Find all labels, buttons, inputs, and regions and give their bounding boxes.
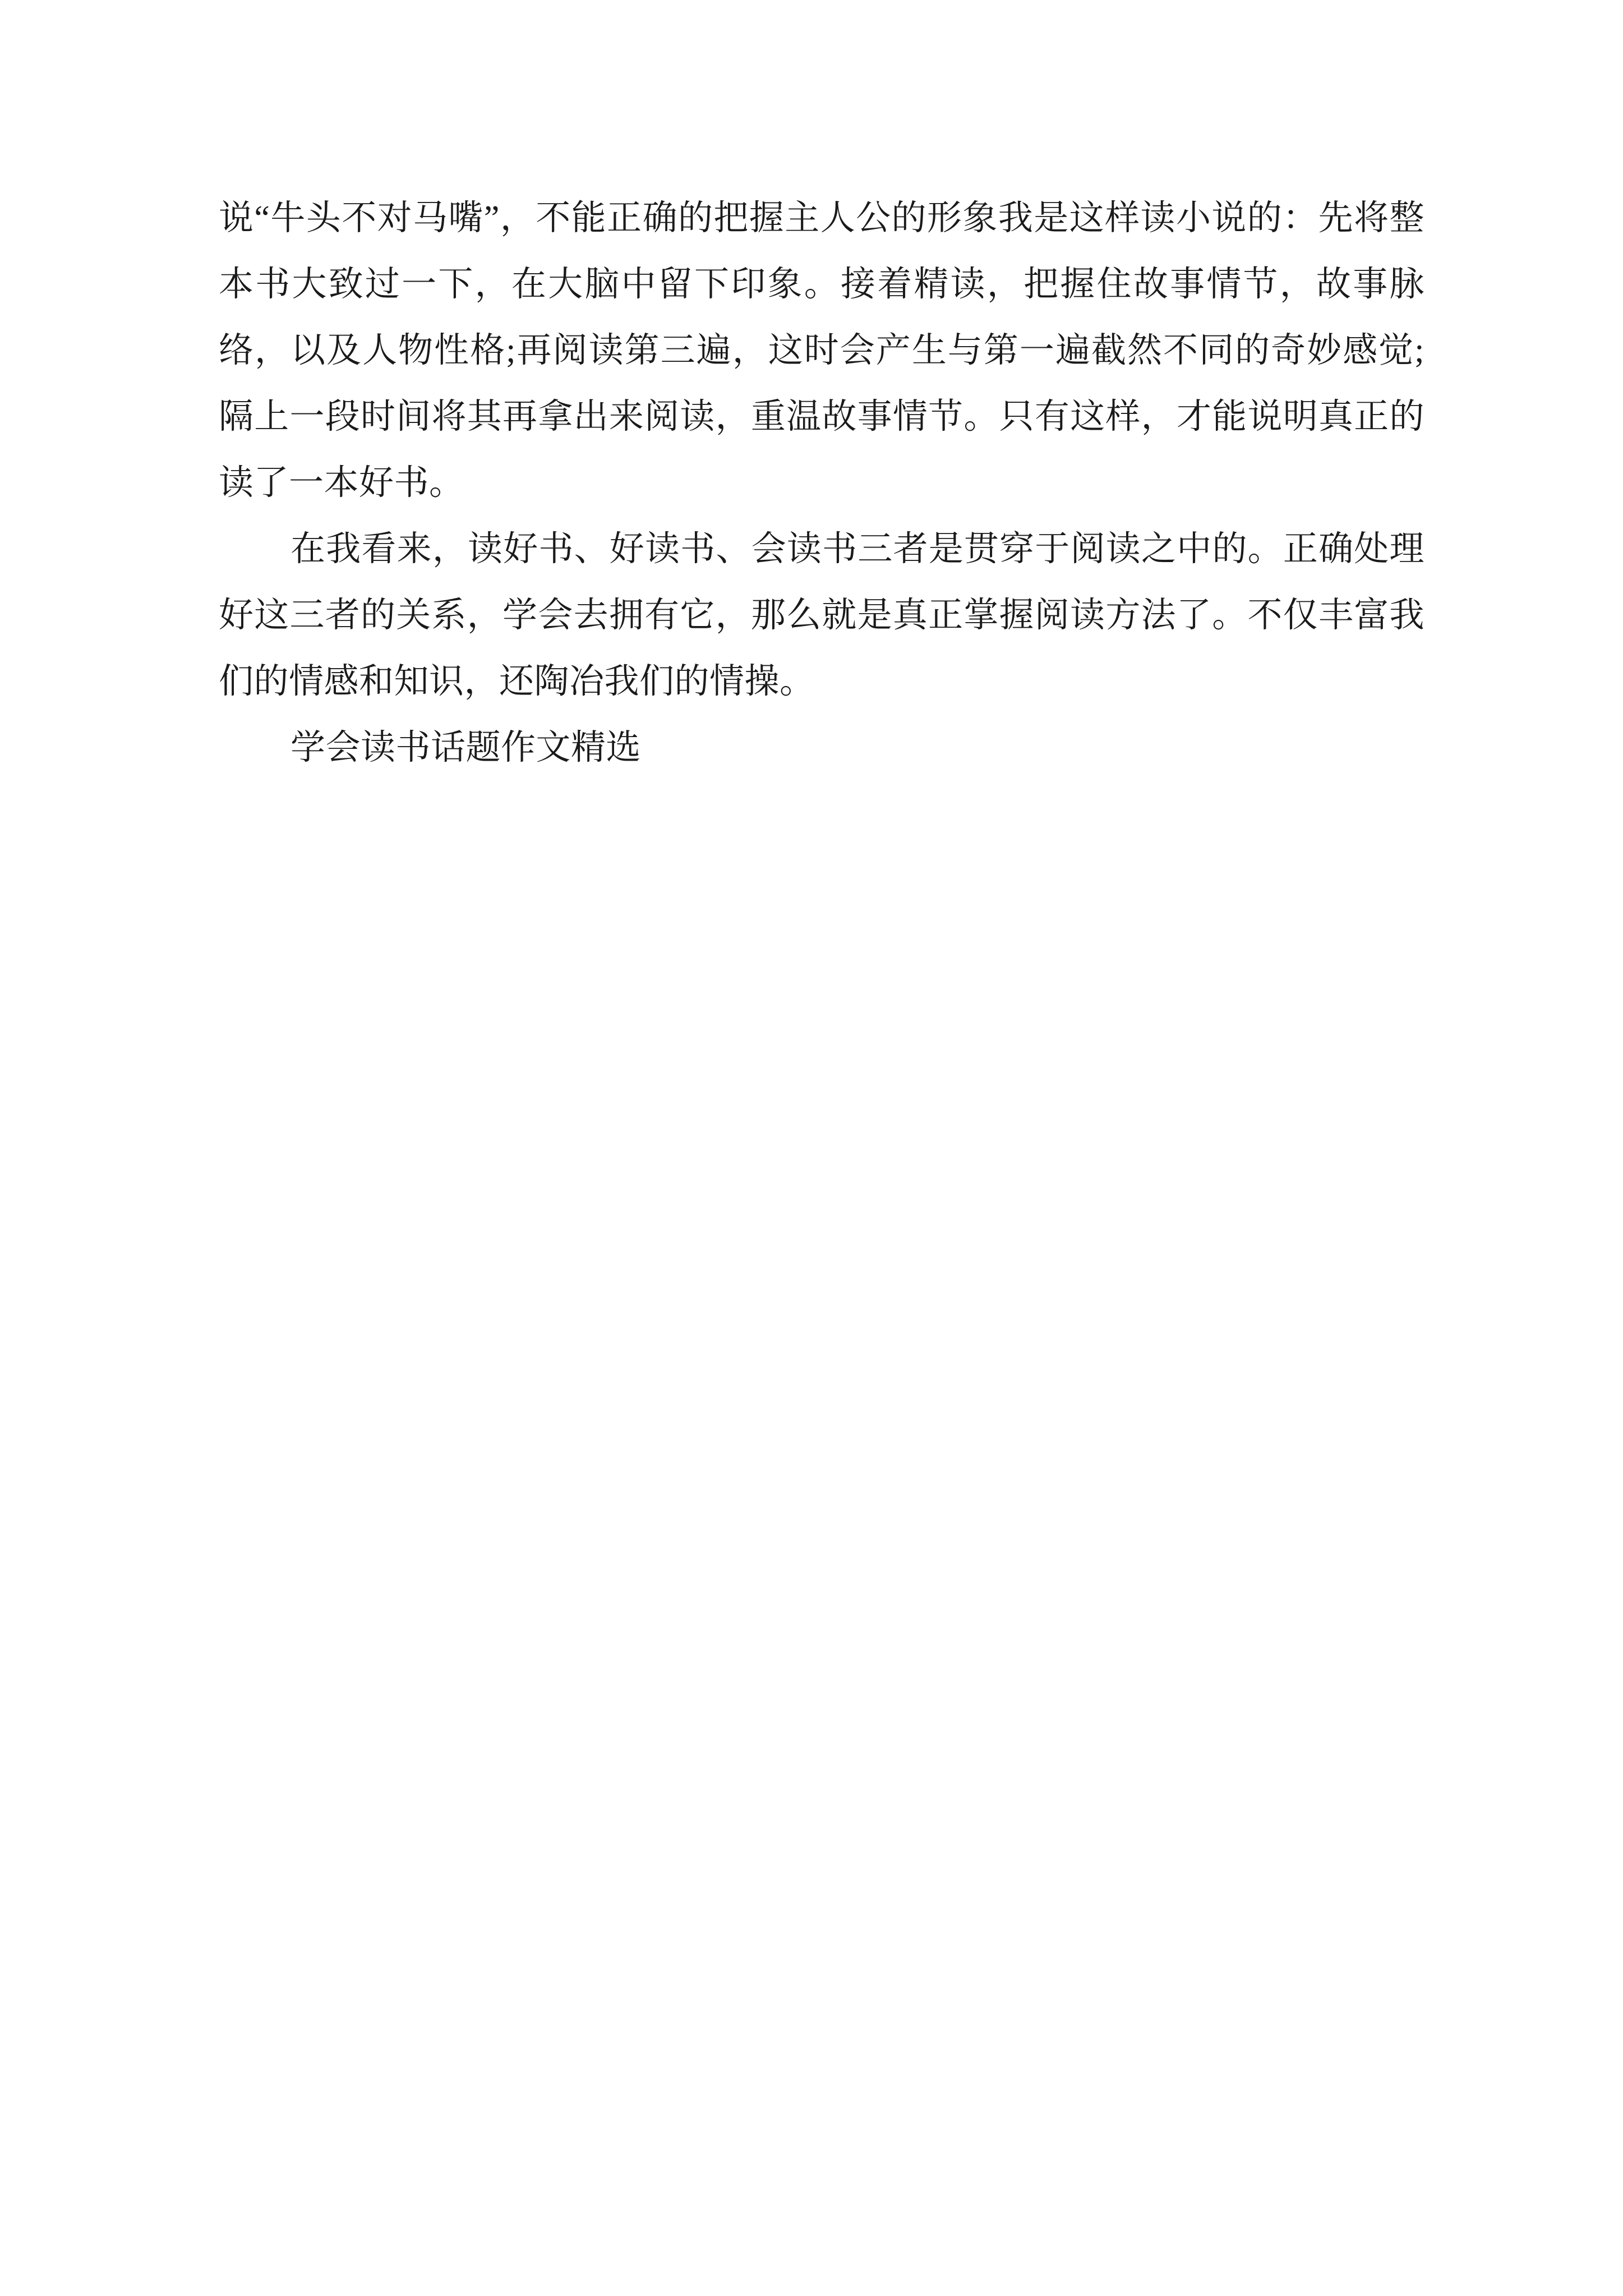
document-body [219,185,1424,781]
paragraph-2: 在我看来，读好书、好读书、会读书三者是贯穿于阅读之中的。正确处理好这三者的关系，学会去拥有它，那么就是真正掌握阅读方法了。不仅丰富我们的情感和知识，还陶冶我们的情操。 [219,530,1424,701]
paragraph-1: 说“牛头不对马嘴”，不能正确的把握主人公的形象我是这样读小说的：先将整本书大致过一下，在大脑中留下印象。接着精读，把握住故事情节，故事脉络，以及人物性格;再阅读第三遍，这时会产生与第一遍截然不同的奇妙感觉;隔上一段时间将其再拿出来阅读，重温故事情节。只有这样，才能说明真正的读了一本好书。 [219,199,1424,502]
paragraph-3: 学会读书话题作文精选 [291,729,642,767]
